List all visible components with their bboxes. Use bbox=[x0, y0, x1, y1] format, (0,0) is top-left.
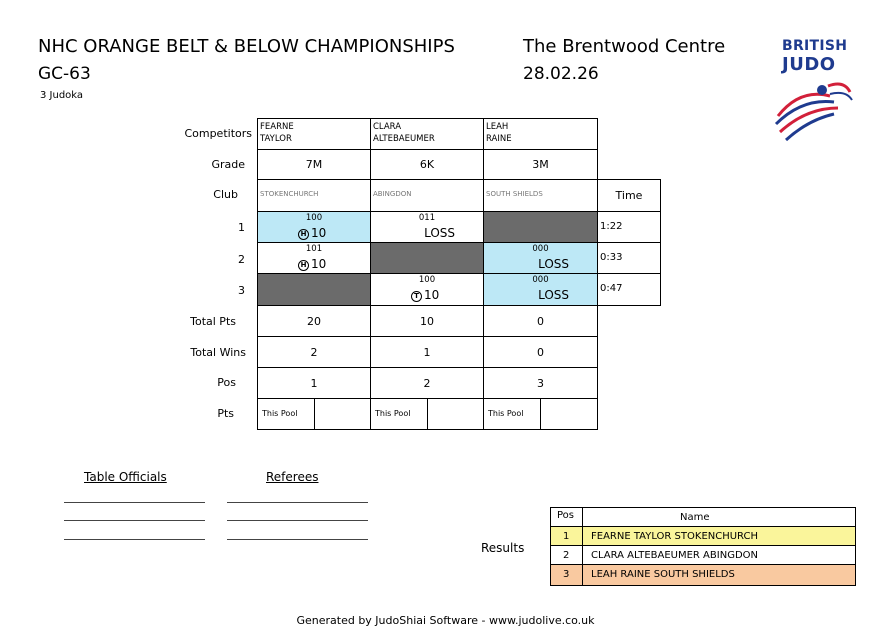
score-code: 100 bbox=[305, 213, 323, 223]
competitor-1-grade: 7M bbox=[257, 149, 371, 180]
results-label: Results bbox=[481, 541, 525, 555]
match-3-time: 0:47 bbox=[597, 273, 661, 306]
competitor-3-name bbox=[483, 118, 598, 150]
label-total-wins: Total Wins bbox=[190, 346, 246, 359]
results-row-2-pos: 2 bbox=[550, 545, 583, 565]
pool-label: This Pool bbox=[375, 409, 411, 418]
match-2-time: 0:33 bbox=[597, 242, 661, 274]
time-header: Time bbox=[597, 179, 661, 212]
score-code: 000 bbox=[532, 275, 549, 285]
toketa-icon: T bbox=[411, 291, 422, 302]
results-row-2-name: CLARA ALTEBAEUMER ABINGDON bbox=[582, 545, 856, 565]
competitor-2-pos: 2 bbox=[370, 367, 484, 399]
competitor-1-first: FEARNE bbox=[260, 122, 294, 132]
pool-label: This Pool bbox=[488, 409, 524, 418]
competitor-1-total-wins: 2 bbox=[257, 336, 371, 368]
match-2-competitor-3-score bbox=[483, 242, 598, 274]
score-points: 10 bbox=[424, 288, 440, 302]
label-club: Club bbox=[213, 188, 238, 201]
competitor-2-pool-pts bbox=[370, 398, 428, 430]
match-1-competitor-3-blocked bbox=[483, 211, 598, 243]
competitor-2-club: ABINGDON bbox=[370, 179, 484, 212]
competitor-1-pool-pts-value bbox=[314, 398, 371, 430]
competitor-3-pos: 3 bbox=[483, 367, 598, 399]
competitor-2-total-pts: 10 bbox=[370, 305, 484, 337]
competitor-1-last: TAYLOR bbox=[260, 134, 292, 144]
match-1-competitor-1-score bbox=[257, 211, 371, 243]
match-3-competitor-2-score bbox=[370, 273, 484, 306]
referee-line-1 bbox=[227, 502, 368, 503]
table-official-line-3 bbox=[64, 539, 205, 540]
table-official-line-2 bbox=[64, 520, 205, 521]
score-code: 000 bbox=[532, 244, 549, 254]
competitor-3-pool-pts-value bbox=[540, 398, 598, 430]
label-pos: Pos bbox=[217, 376, 236, 389]
table-official-line-1 bbox=[64, 502, 205, 503]
competitor-1-total-pts: 20 bbox=[257, 305, 371, 337]
competitor-1-pos: 1 bbox=[257, 367, 371, 399]
event-date: 28.02.26 bbox=[523, 64, 599, 84]
match-3-competitor-1-blocked bbox=[257, 273, 371, 306]
results-pos-header: Pos bbox=[550, 507, 583, 527]
label-match-3: 3 bbox=[238, 284, 245, 297]
results-row-3-pos: 3 bbox=[550, 564, 583, 586]
score-code: 101 bbox=[305, 244, 323, 254]
results-row-3-name: LEAH RAINE SOUTH SHIELDS bbox=[582, 564, 856, 586]
competitor-2-last: ALTEBAEUMER bbox=[373, 134, 435, 144]
score-code: 100 bbox=[418, 275, 436, 285]
label-pts: Pts bbox=[217, 407, 234, 420]
table-officials-heading: Table Officials bbox=[84, 470, 167, 484]
label-competitors: Competitors bbox=[184, 127, 252, 140]
competitor-3-last: RAINE bbox=[486, 134, 512, 144]
competitor-2-grade: 6K bbox=[370, 149, 484, 180]
british-judo-logo bbox=[772, 36, 857, 146]
score-result: LOSS bbox=[538, 288, 569, 302]
referee-line-3 bbox=[227, 539, 368, 540]
competitor-2-total-wins: 1 bbox=[370, 336, 484, 368]
label-match-2: 2 bbox=[238, 253, 245, 266]
score-points: 10 bbox=[311, 226, 327, 240]
pool-label: This Pool bbox=[262, 409, 298, 418]
label-total-pts: Total Pts bbox=[190, 315, 236, 328]
competitor-3-first: LEAH bbox=[486, 122, 509, 132]
competitor-3-total-wins: 0 bbox=[483, 336, 598, 368]
score-result: LOSS bbox=[424, 226, 455, 240]
competitor-1-name bbox=[257, 118, 371, 150]
hantei-icon: H bbox=[298, 260, 309, 271]
match-2-competitor-2-blocked bbox=[370, 242, 484, 274]
competitor-3-pool-pts bbox=[483, 398, 541, 430]
event-title: NHC ORANGE BELT & BELOW CHAMPIONSHIPS bbox=[38, 36, 455, 57]
results-row-1-name: FEARNE TAYLOR STOKENCHURCH bbox=[582, 526, 856, 546]
referees-heading: Referees bbox=[266, 470, 319, 484]
competitor-2-name bbox=[370, 118, 484, 150]
footer-credit: Generated by JudoShiai Software - www.judolive.co.uk bbox=[296, 614, 595, 627]
match-1-time: 1:22 bbox=[597, 211, 661, 243]
competitor-1-pool-pts bbox=[257, 398, 315, 430]
label-grade: Grade bbox=[211, 158, 245, 171]
competitor-3-grade: 3M bbox=[483, 149, 598, 180]
score-result: LOSS bbox=[538, 257, 569, 271]
match-2-competitor-1-score bbox=[257, 242, 371, 274]
competitor-3-total-pts: 0 bbox=[483, 305, 598, 337]
label-match-1: 1 bbox=[238, 221, 245, 234]
competitor-2-first: CLARA bbox=[373, 122, 402, 132]
results-row-1-pos: 1 bbox=[550, 526, 583, 546]
match-1-competitor-2-score bbox=[370, 211, 484, 243]
judoka-throw-icon bbox=[772, 76, 857, 146]
logo-text-british: BRITISH bbox=[782, 38, 848, 54]
match-3-competitor-3-score bbox=[483, 273, 598, 306]
score-code: 011 bbox=[418, 213, 436, 223]
judoka-count: 3 Judoka bbox=[40, 90, 84, 101]
results-name-header: Name bbox=[582, 507, 856, 527]
competitor-2-pool-pts-value bbox=[427, 398, 484, 430]
competitor-1-club: STOKENCHURCH bbox=[257, 179, 371, 212]
hantei-icon: H bbox=[298, 229, 309, 240]
score-points: 10 bbox=[311, 257, 327, 271]
competitor-3-club: SOUTH SHIELDS bbox=[483, 179, 598, 212]
venue: The Brentwood Centre bbox=[523, 36, 726, 57]
logo-text-judo: JUDO bbox=[782, 54, 836, 75]
category-code: GC-63 bbox=[38, 64, 91, 84]
referee-line-2 bbox=[227, 520, 368, 521]
